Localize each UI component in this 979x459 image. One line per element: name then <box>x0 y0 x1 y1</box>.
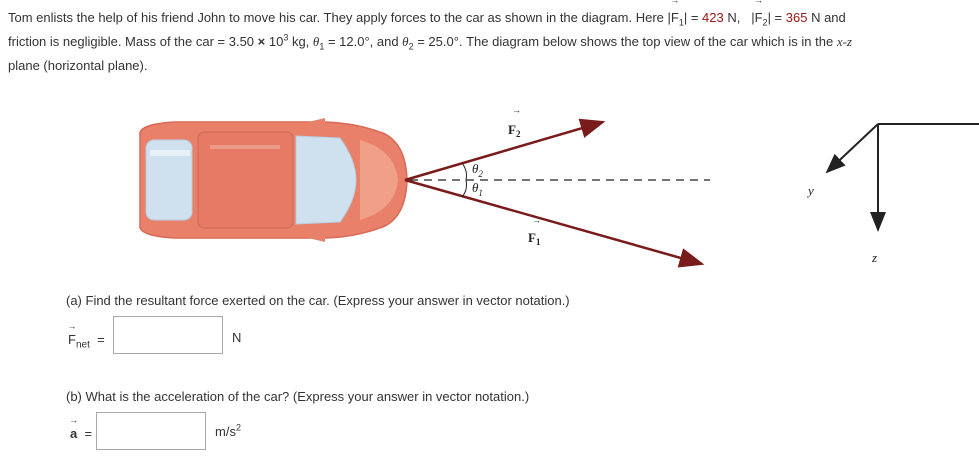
f2-subscript: 2 <box>762 17 768 28</box>
y-axis-label: y <box>808 183 814 198</box>
coordinate-axes <box>806 124 979 265</box>
acceleration-unit-exponent: 2 <box>235 422 241 433</box>
car-image <box>140 118 407 242</box>
theta1-subscript: 1 <box>319 41 325 52</box>
f1-equals: | = <box>683 10 703 25</box>
fnet-label <box>68 332 105 351</box>
theta2-label: $\theta_2$ <box>472 161 483 179</box>
intro-text: Tom enlists the help of his friend John to move his car. They apply forces to the car as shown in the diagram. Here <box>8 10 668 25</box>
theta1-symbol: θ <box>312 34 320 49</box>
acceleration-label <box>70 426 92 441</box>
plane-label: x-z <box>836 34 852 49</box>
acceleration-equals: = <box>84 426 93 441</box>
theta2-arc <box>462 163 467 180</box>
fnet-answer-input[interactable] <box>113 316 223 354</box>
fnet-unit: N <box>232 330 242 345</box>
acceleration-unit <box>215 424 241 439</box>
question-b: (b) What is the acceleration of the car? (Express your answer in vector notation.) <box>66 389 530 404</box>
acceleration-symbol: a <box>70 426 78 441</box>
f1-vector-label: → F <box>671 6 679 30</box>
y-axis <box>827 124 878 172</box>
force-diagram <box>0 100 979 290</box>
f1-subscript: 1 <box>678 17 684 28</box>
svg-text:F2: $F_2$ <box>508 122 521 139</box>
f2-unit: N and <box>807 10 846 25</box>
theta1-label: $\theta_1$ <box>472 180 483 198</box>
theta1-arc <box>462 180 467 197</box>
acceleration-unit-base: m/s <box>215 424 236 439</box>
theta2-subscript: 2 <box>408 41 414 52</box>
f2-vector-label: → F <box>755 6 763 30</box>
f2-label-arrow-glyph: → <box>512 105 521 115</box>
f1-value: 423 <box>702 10 724 25</box>
f2-value: 365 <box>785 10 808 25</box>
f1-unit: N, <box>723 10 744 25</box>
theta1-text: = 12.0°, and <box>324 34 403 49</box>
mass-base: 10 <box>265 34 284 49</box>
z-axis-label: z <box>872 250 878 265</box>
svg-text:F1: $F_1$ <box>528 230 541 247</box>
problem-statement: Tom enlists the help of his friend John to move his car. They apply forces to the car as shown in the diagram. Here |→ $F_1| = 423$ N, |→ $F_2| = 365$ N and friction is negligible. Mass of the car = $3.50 \times 10^3$ kg, $\theta_1 = 12.0^\circ$, and $\theta_2 = 25.0^\circ$. The diagram below shows the top view of the car which is in the x-z plane (horizontal plane). <box>8 6 968 78</box>
fnet-subscript: net <box>75 339 90 351</box>
f1-label-arrow-glyph: → <box>532 215 541 225</box>
mass-unit: kg, <box>288 34 313 49</box>
fnet-equals: = <box>97 332 105 347</box>
mass-exponent: 3 <box>283 32 289 43</box>
theta2-text: = 25.0°. The diagram below shows the top view of the car which is in the <box>413 34 837 49</box>
theta2-symbol: θ <box>402 34 409 49</box>
question-a: (a) Find the resultant force exerted on the car. (Express your answer in vector notation.) <box>66 293 570 308</box>
mass-text: friction is negligible. Mass of the car = 3.50 <box>8 34 258 49</box>
fnet-symbol: F <box>68 332 76 347</box>
f1-label <box>528 215 541 247</box>
acceleration-answer-input[interactable] <box>96 412 206 450</box>
force-f1-arrow <box>405 180 702 264</box>
force-f2-arrow <box>405 122 603 180</box>
plane-text: plane (horizontal plane). <box>8 58 148 73</box>
times-symbol: × <box>257 34 266 49</box>
f2-label <box>508 105 521 139</box>
f2-equals: | = <box>767 10 786 25</box>
